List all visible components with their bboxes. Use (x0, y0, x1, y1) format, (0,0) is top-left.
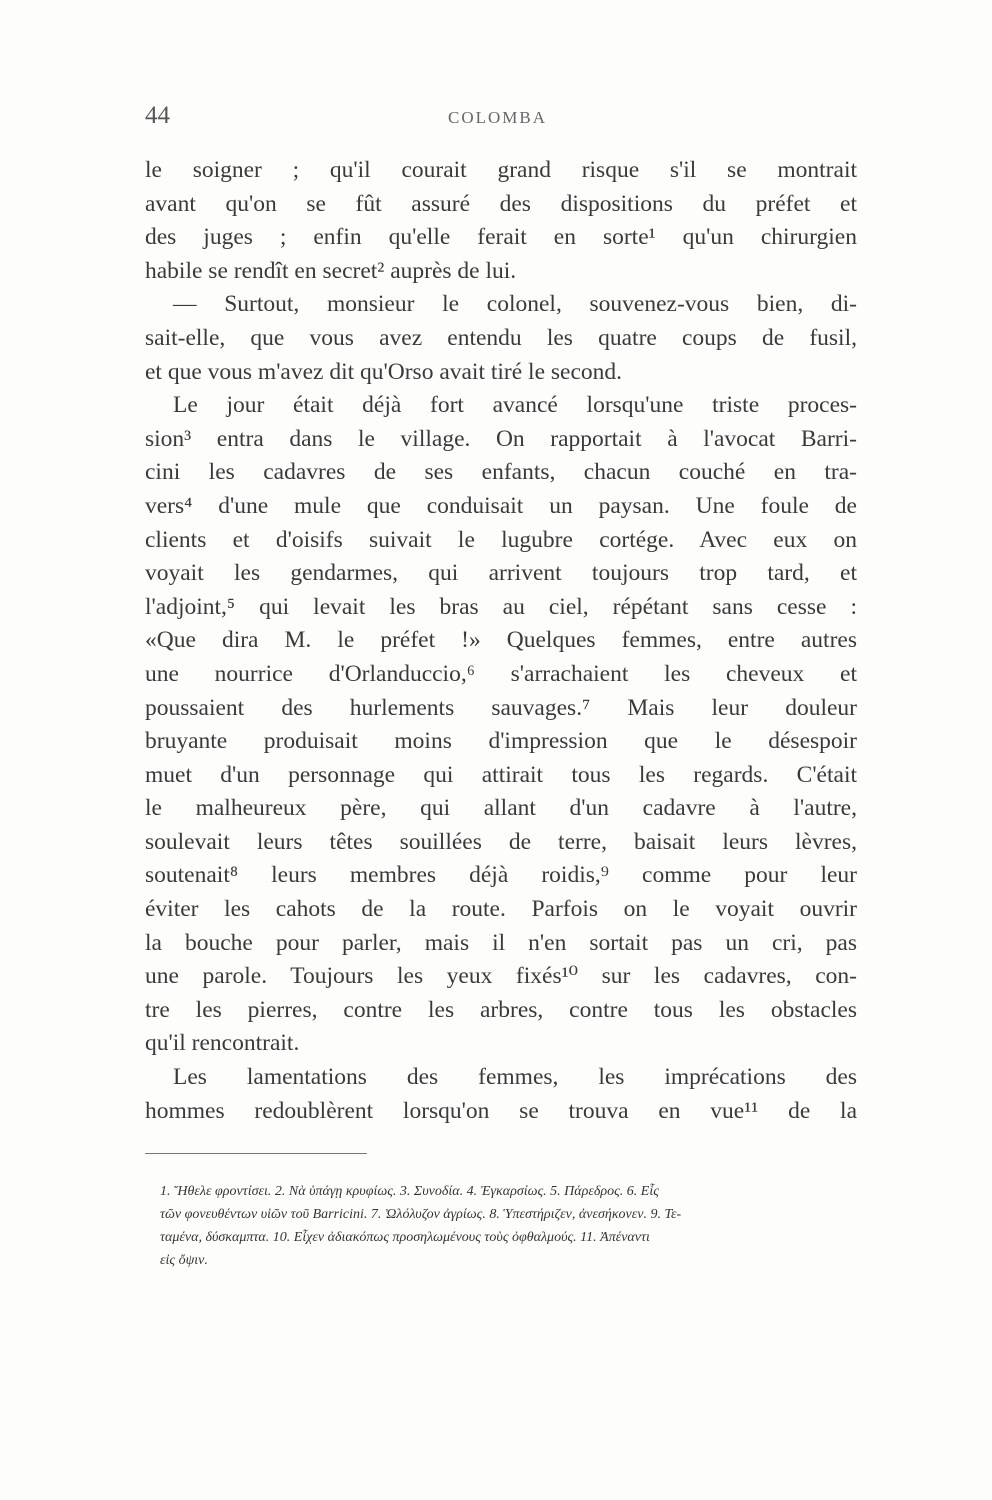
text-line: — Surtout, monsieur le colonel, souvenez-vous bien, di- (173, 291, 857, 318)
footnote-line: τῶν φονευθέντων υἱῶν τοῦ Barricini. 7. Ὠλόλυζον ἀγρίως. 8. Ὑπεστήριζεν, ἀνεσήκονεν. 9. Τε- (160, 1207, 682, 1222)
footnote-divider (145, 1153, 367, 1154)
text-line: hommes redoublèrent lorsqu'on se trouva en vue¹¹ de la (145, 1097, 857, 1124)
text-line: Le jour était déjà fort avancé lorsqu'une triste proces- (173, 392, 857, 419)
text-line: cini les cadavres de ses enfants, chacun couché en tra- (145, 459, 857, 486)
text-line: l'adjoint,⁵ qui levait les bras au ciel, répétant sans cesse : (145, 593, 857, 620)
body-text (145, 154, 857, 1128)
text-line: muet d'un personnage qui attirait tous les regards. C'était (145, 761, 857, 788)
text-line: le malheureux père, qui allant d'un cadavre à l'autre, (145, 795, 857, 822)
text-line: «Que dira M. le préfet !» Quelques femmes, entre autres (145, 627, 857, 654)
footnote-line: εἰς ὄψιν. (160, 1253, 208, 1268)
text-line: et que vous m'avez dit qu'Orso avait tiré le second. (145, 358, 623, 385)
text-line: avant qu'on se fût assuré des dispositions du préfet et (145, 190, 857, 217)
text-line: soutenait⁸ leurs membres déjà roidis,⁹ comme pour leur (145, 862, 857, 889)
text-line: Les lamentations des femmes, les imprécations des (173, 1064, 857, 1091)
text-line: soulevait leurs têtes souillées de terre, baisait leurs lèvres, (145, 828, 857, 855)
text-line: qu'il rencontrait. (145, 1030, 300, 1057)
text-line: poussaient des hurlements sauvages.⁷ Mais leur douleur (145, 694, 857, 721)
text-line: une parole. Toujours les yeux fixés¹⁰ sur les cadavres, con- (145, 963, 857, 990)
footnote-line: ταμένα, δύσκαμπτα. 10. Εἶχεν ἀδιακόπως προσηλωμένους τοὺς ὀφθαλμούς. 11. Ἀπέναντι (160, 1230, 650, 1245)
page-header (145, 102, 850, 136)
text-line: sait-elle, que vous avez entendu les quatre coups de fusil, (145, 324, 857, 351)
running-title: COLOMBA (447, 108, 547, 127)
footnotes (160, 1180, 860, 1272)
text-line: clients et d'oisifs suivait le lugubre cortége. Avec eux on (145, 526, 857, 553)
footnote-line: 1. Ἤθελε φροντίσει. 2. Νὰ ὑπάγῃ κρυφίως. 3. Συνοδία. 4. Ἐγκαρσίως. 5. Πάρεδρος. 6. Εἷς (160, 1184, 659, 1199)
text-line: sion³ entra dans le village. On rapportait à l'avocat Barri- (145, 425, 857, 452)
text-line: éviter les cahots de la route. Parfois on le voyait ouvrir (145, 896, 857, 923)
text-line: le soigner ; qu'il courait grand risque s'il se montrait (145, 157, 857, 183)
text-line: vers⁴ d'une mule que conduisait un paysan. Une foule de (145, 492, 857, 519)
text-line: des juges ; enfin qu'elle ferait en sorte¹ qu'un chirurgien (145, 224, 857, 251)
text-line: une nourrice d'Orlanduccio,⁶ s'arrachaient les cheveux et (145, 660, 857, 687)
text-line: habile se rendît en secret² auprès de lui. (145, 257, 517, 284)
page-number: 44 (145, 102, 170, 129)
text-line: tre les pierres, contre les arbres, contre tous les obstacles (145, 996, 857, 1023)
text-line: voyait les gendarmes, qui arrivent toujours trop tard, et (145, 560, 857, 587)
text-line: la bouche pour parler, mais il n'en sortait pas un cri, pas (145, 929, 857, 956)
text-line: bruyante produisait moins d'impression que le désespoir (145, 728, 857, 755)
